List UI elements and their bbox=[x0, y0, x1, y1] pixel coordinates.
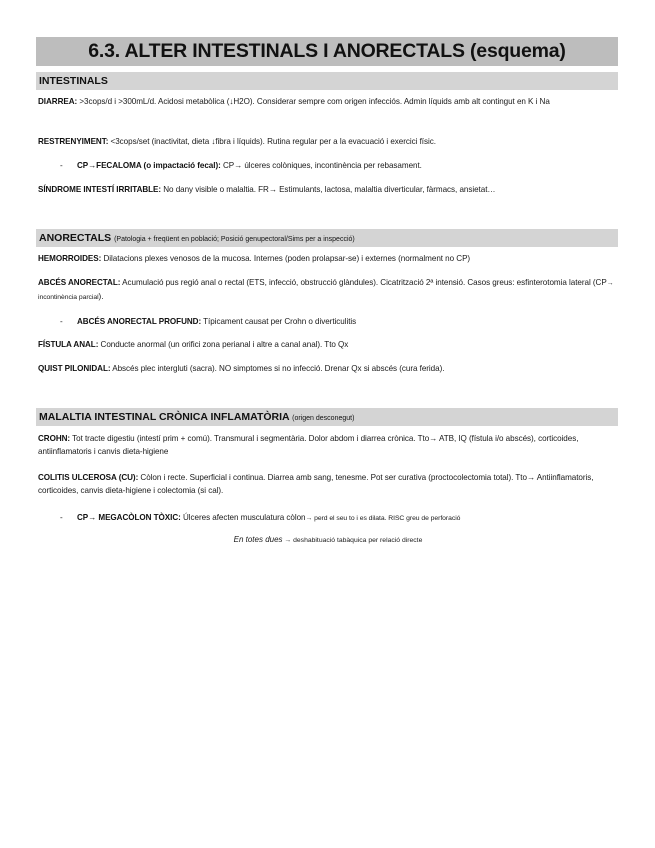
term: CROHN: bbox=[38, 434, 71, 443]
paragraph-abces-profund bbox=[60, 315, 618, 328]
definition: Típicament causat per Crohn o diverticulitis bbox=[201, 317, 357, 326]
definition-small: → perd el seu to i es dilata. RISC greu de perforació bbox=[305, 515, 461, 522]
definition: Acumulació pus regió anal o rectal (ETS, infecció, obstrucció glàndules). Cicatrització 2ª intensió. Casos greus: esfinterotomia lateral (CP bbox=[120, 278, 607, 287]
definition: Úlceres afecten musculatura còlon bbox=[180, 513, 306, 522]
section-header-anorectals bbox=[36, 229, 618, 247]
section-header-intestinals bbox=[36, 72, 618, 90]
paragraph-fecaloma bbox=[60, 159, 618, 172]
term: SÍNDROME INTESTÍ IRRITABLE: bbox=[38, 185, 162, 194]
definition-tail: ). bbox=[98, 292, 104, 301]
term: COLITIS ULCEROSA (CU): bbox=[38, 473, 139, 482]
definition: Conducte anormal (un orifici zona perianal i altre a canal anal). Tto Qx bbox=[98, 340, 349, 349]
definition: CP→ úlceres colòniques, incontinència per rebasament. bbox=[220, 161, 422, 170]
bullet-dash: - bbox=[60, 317, 63, 326]
paragraph-colitis-ulcerosa bbox=[38, 471, 618, 497]
paragraph-fistula bbox=[38, 338, 618, 351]
footnote-text: → deshabituació tabàquica per relació directe bbox=[282, 537, 423, 544]
term: CP→ MEGACÒLON TÒXIC: bbox=[77, 513, 181, 522]
definition: <3cops/set (inactivitat, dieta ↓fibra i líquids). Rutina regular per a la evacuació i exercici físic. bbox=[108, 137, 436, 146]
definition: Dilatacions plexes venosos de la mucosa. Internes (poden prolapsar-se) i externes (normalment no CP) bbox=[101, 254, 471, 263]
term: ABCÉS ANORECTAL: bbox=[38, 278, 121, 287]
paragraph-quist bbox=[38, 362, 618, 375]
paragraph-sii bbox=[38, 183, 618, 196]
paragraph-diarrea bbox=[38, 95, 618, 108]
definition: Tot tracte digestiu (intestí prim + comú). Transmural i segmentària. Dolor abdom i diarrea crònica. Tto→ ATB, IQ (fístula i/o abscés), corticoides, antiinflamatoris i canvis dieta-higiene bbox=[38, 434, 579, 456]
definition: Còlon i recte. Superficial i continua. Diarrea amb sang, tenesme. Pot ser curativa (proctocolectomia total). Tto→ Antiinflamatoris, corticoides, canvis dieta-higiene i colectomia (si cal). bbox=[38, 473, 594, 495]
page-title: 6.3. ALTER INTESTINALS I ANORECTALS (esquema) bbox=[36, 37, 618, 66]
term: DIARREA: bbox=[38, 97, 78, 106]
definition: Abscés plec intergluti (sacra). NO simptomes si no infecció. Drenar Qx si abscés (cura ferida). bbox=[110, 364, 445, 373]
section-header-mii bbox=[36, 408, 618, 426]
bullet-dash: - bbox=[60, 161, 63, 170]
definition: No dany visible o malaltia. FR→ Estimulants, lactosa, malaltia diverticular, fàrmacs, ansietat… bbox=[161, 185, 496, 194]
footnote-italic: En totes dues bbox=[233, 535, 283, 544]
definition: >3cops/d i >300mL/d. Acidosi metabòlica (↓H2O). Considerar sempre com origen infecciós. Admin líquids amb alt contingut en K i Na bbox=[77, 97, 550, 106]
paragraph-abces bbox=[38, 276, 618, 304]
term: QUIST PILONIDAL: bbox=[38, 364, 111, 373]
section-title: INTESTINALS bbox=[39, 75, 108, 87]
term: FÍSTULA ANAL: bbox=[38, 340, 99, 349]
term: CP→FECALOMA (o impactació fecal): bbox=[77, 161, 221, 170]
section-title: MALALTIA INTESTINAL CRÒNICA INFLAMATÒRIA bbox=[39, 411, 290, 423]
term: RESTRENYIMENT: bbox=[38, 137, 109, 146]
section-note: (origen desconegut) bbox=[292, 415, 355, 422]
term: HEMORROIDES: bbox=[38, 254, 102, 263]
term: ABCÉS ANORECTAL PROFUND: bbox=[77, 317, 202, 326]
paragraph-restrenyiment bbox=[38, 135, 618, 148]
paragraph-megacolon bbox=[60, 511, 618, 525]
paragraph-crohn bbox=[38, 432, 618, 458]
bullet-dash: - bbox=[60, 513, 63, 522]
section-note: (Patologia + freqüent en població; Posició genupectoral/Sims per a inspecció) bbox=[114, 236, 355, 243]
section-title: ANORECTALS bbox=[39, 232, 112, 244]
paragraph-hemorroides bbox=[38, 252, 618, 265]
definition-small: → incontinència parcial bbox=[38, 280, 614, 301]
footnote bbox=[38, 534, 618, 547]
